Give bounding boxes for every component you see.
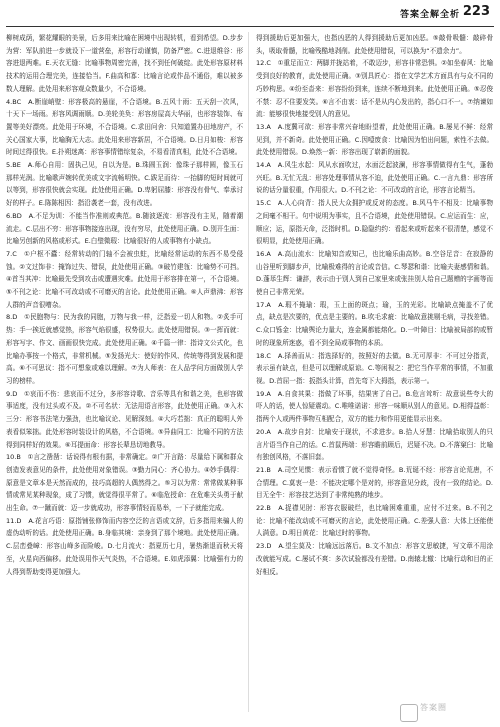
watermark-text: 答案圈 (420, 703, 447, 712)
answer-paragraph: 9.D ①哀而不伤：悲哀而不过分，多形容诗歌、音乐等具有和谐之美，也形容做事适度，没有过头或不及。②不可名状：无法用语言形容，此处使用正确。③入木三分：形容书法笔力强劲，也比喻议论、见解深刻。④大巧若拙：真正的聪明人外表看似笨拙。此处形容时装设计的风格，不合语境。⑤异曲同工：比喻不同的方法得到同样好的效果。⑥耳提面命：形容长辈恳切地教导。 (6, 389, 243, 449)
answer-paragraph: 柳树成荫，繁花耀眼的美景，后多用来比喻在困境中出现转机，看到希望。D.步步为营：军队前进一步就设下一道营垒，形容行动谨慎，防备严密。C.进退维谷：形容进退两难。E.天衣无缝：比喻事物周密完善，找不到任何破绽。此处形容原材料技术的运用合理完美，连接恰当。F.曲高和寡：比喻言论或作品不通俗，难以被多数人理解。此处用来形容观众数量少，不合语境。 (6, 34, 243, 93)
answer-paragraph: 14.A A.风生水起：风从水面吹过，水面泛起波澜，形容事情做得有生气，蓬勃兴旺。B.无忙无乱：形容处理事情从容不迫，此处使用正确。C.一言九鼎：形容所说的话分量很重，作用很大。D.不刊之论：不可改动的言论，形容言论精当。 (256, 161, 493, 195)
answer-paragraph: 7.C ①户枢不蠹：经常转动的门轴不会被虫蛀，比喻经常运动的东西不易受侵蚀。②文过饰非：掩饰过失、错误，此处使用正确。③破竹建瓴：比喻势不可挡。④首当其冲：比喻最先受到攻击或遭遇灾难。此处用于形容排在第一，不合语境。⑤不刊之论：比喻不可改动或不可磨灭的言论。此处使用正确。⑥人声鼎沸：形容人群的声音很嘈杂。 (6, 249, 243, 309)
answer-paragraph: 4.BC A.断崖峭壁：形容极高的悬崖，不合语境。B.五风十雨：五天刮一次风，十天下一场雨。形容风调雨顺。D.美轮美奂：形容房屋高大华丽，也形容装饰、布置等美好漂亮。此处用于环境，不合语境。C.求田问舍：只知道置办田地房产，不关心国家大事，比喻胸无大志。此处用来形容新居，不合语境。D.日月如梭：形容时间过得很快。E.扑朔迷离：形容事情错综复杂，不易看清真相，此处不合语境。 (6, 97, 243, 157)
right-column (256, 32, 493, 712)
page-number: 223 (462, 4, 490, 19)
logo-icon (400, 704, 418, 722)
answer-paragraph: 6.BD A.不足为训：不能当作准则或典范。B.随波逐流：形容没有主见，随着潮流走。C.层出不穷：形容事物接连出现，没有穷尽，此处使用正确。D.别开生面：比喻另创新的风格或形式。E.白璧微瑕：比喻很好的人或事物有小缺点。 (6, 211, 243, 246)
page-header (0, 0, 500, 26)
answer-paragraph: 得到援助后更加强大，也指凶恶的人得到援助后更加凶恶。⑤敲骨吸髓：敲碎骨头，吸取骨髓，比喻残酷地剥削。此处使用错误，可以换为“不遗余力”。 (256, 34, 493, 55)
answer-paragraph: 16.A A.高山流水：比喻知音或知己，也比喻乐曲高妙。B.空谷足音：在寂静的山谷里听到脚步声，比喻极难得的言论或音信。C.琴瑟和谐：比喻夫妻感情和谐。D.蓬荜生辉：谦辞，表示由于别人到自己家里来或张挂别人给自己题赠的字画等而使自己非常光荣。 (256, 249, 493, 297)
answer-paragraph: 20.A A.故步自封：比喻安于现状，不求进步。B.拾人牙慧：比喻拾取别人的只言片语当作自己的话。C.首鼠两端：形容瞻前顾后，迟疑不决。D.不落窠臼：比喻有独创风格，不落旧套。 (256, 427, 493, 462)
answer-paragraph: 8.D ①民胞物与：民为我的同胞，万物与我一样，泛指爱一切人和物。②炙手可热：手一挨近就感觉热，形容气焰很盛，权势很大。此处使用错误。③一挥而就：形容写字、作文、画画很快完成。此处使用正确。④千篇一律：指诗文公式化，也比喻办事按一个格式，非常机械。⑤发扬光大：使好的作风、传统等得到发展和提高。⑥不可思议：指不可想象或难以理解。⑦为人师表：在人品学问方面做别人学习的榜样。 (6, 313, 243, 385)
answer-paragraph: 5.BE A.师心自用：固执己见，自以为是。B.珠圆玉润：像珠子那样圆，像玉石那样光润。比喻歌声婉转优美或文字流畅明快。C.跋足而待：一抬脚的短时间就可以等到，形容很快就会实现。此处使用正确。D.卑躬屈膝：形容没有骨气、奉承讨好的样子。E.陈陈相因：指沿袭老一套，没有改进。 (6, 161, 243, 208)
answer-paragraph: 23.D A.望尘莫及：比喻远远落后。B.文不加点：形容文思敏捷，写文章不用涂改就能写成。C.屡试不爽：多次试验都没有差错。D.南辕北辙：比喻行动和目的正好相反。 (256, 542, 493, 576)
left-column (6, 32, 243, 712)
header-rule (6, 26, 494, 27)
answer-paragraph: 22.B A.捉襟见肘：形容衣服破烂，也比喻困难重重，应付不过来。B.不刊之论：比喻不能改动或不可磨灭的言论，此处使用正确。C.差强人意：大体上还能使人满意。D.明日黄花：比喻过时的事物。 (256, 504, 493, 538)
answer-paragraph: 11.D A.花言巧语：原指铺张修饰而内容空泛的言语或文辞，后多指用来骗人的虚伪动听的话。此处使用正确。B.身临其境：亲身到了那个境地。此处使用正确。C.层峦叠嶂：形容山峰多而险峻。D.七月流火：指夏历七月，暑热渐退而秋天将至，火星向西偏移。此处误用作天气炎热，不合语境。E.如虎添翼：比喻强有力的人得到帮助变得更加强大。 (6, 516, 243, 576)
header-title: 答案全解全析 (399, 10, 460, 20)
answer-paragraph: 21.B A.司空见惯：表示看惯了就不觉得奇怪。B.荒诞不经：形容言论荒唐，不合情理。C.莫衷一是：不能决定哪个是对的，形容意见分歧，没有一致的结论。D.目无全牛：形容技艺达到了非常纯熟的地步。 (256, 465, 493, 500)
answer-paragraph: 19.A A.自食其果：指做了坏事，结果害了自己。B.危言耸听：故意说些夸大的吓人的话，使人惊疑震动。C.唯唯诺诺：形容一味顺从别人的意见。D.相得益彰：指两个人或两件事物互相配合，双方的能力和作用更能显示出来。 (256, 389, 493, 424)
answer-paragraph: 12.C ①重足而立：两脚并拢站着，不敢迈步，形容非常恐惧。②如坐春风：比喻受到良好的教育，此处使用正确。③别具匠心：指在文学艺术方面具有与众不同的巧妙构思。④纷至沓来：形容纷纷到来，连续不断地到来。此处使用正确。⑤忍俊不禁：忍不住要发笑。⑥言不由衷：话不是从内心发出的，指心口不一。⑦纳谏如流：能够很快地接受别人的意见。 (256, 59, 493, 119)
answer-paragraph: 13.A A.度冀可欲：形容非常兴奋地盼望着，此处使用正确。B.屡见不鲜：经常见到，并不新奇。此处使用正确。C.因噎废食：比喻因为怕出问题，索性不去做。此处使用错误。D.焕然一新：形容出现了崭新的面貌。 (256, 122, 493, 157)
watermark (400, 701, 492, 723)
answer-paragraph: 10.B ①言之凿凿：话说得有根有据，非常确定。②广开言路：尽量给下属和群众创造发表意见的条件，此处使用对象错误。③勤力同心：齐心协力。④妙手偶得：原意是文章本是天然而成的，技巧高超的人偶然得之。⑤习以为常：常常做某种事情或常见某种现象，成了习惯，就觉得很平常了。⑥临危授命：在危难关头勇于献出生命。⑦一蹴而就：迈一步就成功，形容事情轻而易举，一下子就能完成。 (6, 453, 243, 513)
answer-paragraph: 18.C A.择善而从：指选择好的，按照好的去做。B.无可厚非：不可过分指责，表示虽有缺点，但是可以理解或原谅。C.等闲视之：把它当作平常的事情，不加重视。D.首屈一指：扳指头计算，首先弯下大拇指，表示第一。 (256, 351, 493, 385)
column-divider (248, 32, 249, 712)
answer-paragraph: 17.A A.瑕不掩瑜：瑕，玉上面的斑点；瑜，玉的光彩。比喻缺点掩盖不了优点，缺点是次要的，优点是主要的。B.吹毛求疵：比喻故意挑剔毛病，寻找差错。C.众口铄金：比喻舆论力量大，连金属都能熔化。D.一叶障目：比喻被局部的或暂时的现象所迷惑，看不到全局或事物的本质。 (256, 300, 493, 347)
answer-paragraph: 15.C A.人心向背：指人民大众拥护或反对的态度。B.风马牛不相及：比喻事物之间毫不相干。句中说明为事实，且不合语境，此处使用错误。C.应运而生：应，顺应；运，原指天命，泛指时机。D.隐隐约约：看起来或听起来不很清楚，感觉不很明显，此处使用正确。 (256, 199, 493, 246)
